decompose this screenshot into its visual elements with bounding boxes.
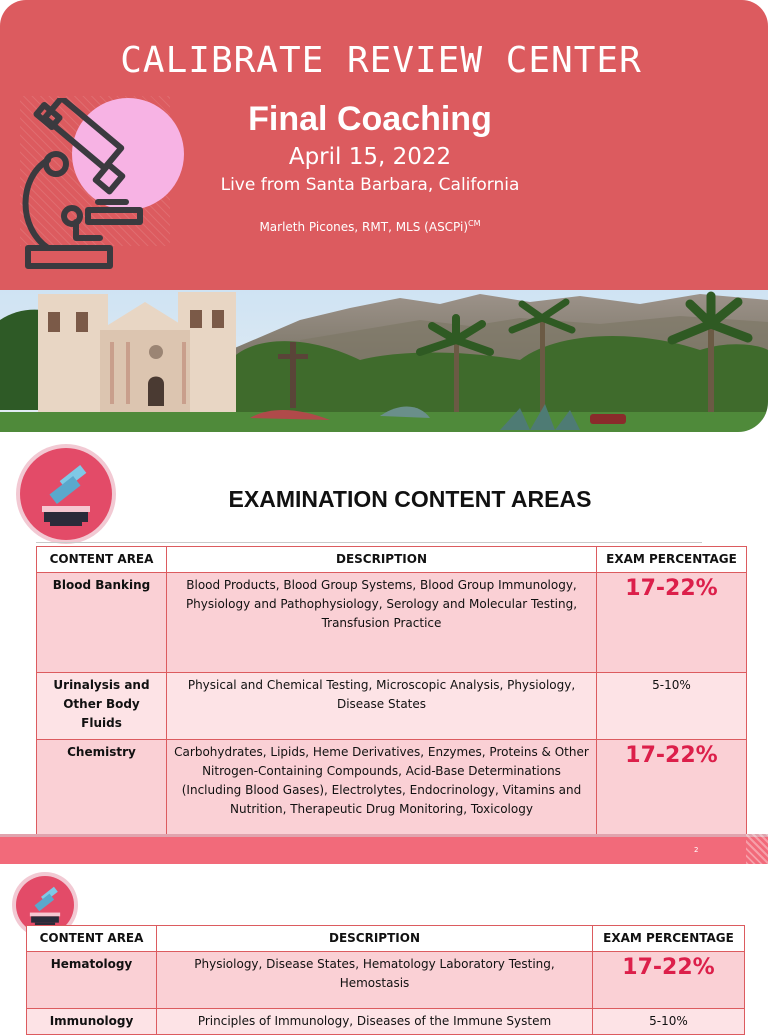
row-area: Hematology xyxy=(27,952,157,1009)
microscope-icon xyxy=(20,448,112,540)
microscope-icon xyxy=(18,98,148,270)
header-content-area: CONTENT AREA xyxy=(37,547,167,573)
row-description: Physical and Chemical Testing, Microscopic Analysis, Physiology, Disease States xyxy=(167,673,597,740)
content-areas-table xyxy=(26,925,745,1035)
percentage-value: 17-22% xyxy=(625,743,718,768)
row-description: Physiology, Disease States, Hematology Laboratory Testing, Hemostasis xyxy=(157,952,593,1009)
header-exam-percentage: EXAM PERCENTAGE xyxy=(593,926,745,952)
brand-title: CALIBRATE REVIEW CENTER xyxy=(120,40,642,81)
row-area: Blood Banking xyxy=(37,573,167,673)
speaker-name: Marleth Picones, RMT, MLS (ASCPi) xyxy=(259,220,469,234)
row-area: Immunology xyxy=(27,1009,157,1035)
table-header-row xyxy=(27,926,745,952)
row-percentage xyxy=(597,573,747,673)
mission-photo xyxy=(0,290,768,432)
table-row xyxy=(37,573,747,673)
table-row xyxy=(27,1009,745,1035)
percentage-value: 17-22% xyxy=(625,576,718,601)
footer-border xyxy=(0,834,768,837)
title-slide-header xyxy=(0,0,768,290)
percentage-value: 5-10% xyxy=(649,1014,688,1028)
row-description: Carbohydrates, Lipids, Heme Derivatives, Enzymes, Proteins & Other Nitrogen-Containing Compounds, Acid-Base Determinations (Including Blood Gases), Electrolytes, Endocrinology, Vitamins and Nutrition, Therapeutic Drug Monitoring, Toxicology xyxy=(167,740,597,858)
row-percentage xyxy=(593,952,745,1009)
row-description: Blood Products, Blood Group Systems, Blood Group Immunology, Physiology and Pathophysiology, Serology and Molecular Testing, Transfusion Practice xyxy=(167,573,597,673)
slide-title: Final Coaching xyxy=(248,100,492,138)
table-header-row xyxy=(37,547,747,573)
percentage-value: 17-22% xyxy=(622,955,715,980)
content-areas-table xyxy=(36,546,747,858)
row-description: Principles of Immunology, Diseases of the Immune System xyxy=(157,1009,593,1035)
footer-pattern xyxy=(746,834,768,864)
percentage-value: 5-10% xyxy=(652,678,691,692)
speaker-line xyxy=(210,219,530,234)
slide-footer-strip xyxy=(0,834,768,864)
header-description: DESCRIPTION xyxy=(157,926,593,952)
row-percentage xyxy=(593,1009,745,1035)
header-content-area: CONTENT AREA xyxy=(27,926,157,952)
slide-heading: EXAMINATION CONTENT AREAS xyxy=(228,486,592,512)
event-date: April 15, 2022 xyxy=(288,144,452,170)
microscope-badge xyxy=(20,448,112,540)
table-row xyxy=(37,673,747,740)
row-percentage xyxy=(597,673,747,740)
row-area: Urinalysis and Other Body Fluids xyxy=(37,673,167,740)
page-number: 2 xyxy=(694,846,699,854)
header-exam-percentage: EXAM PERCENTAGE xyxy=(597,547,747,573)
heading-divider xyxy=(36,542,702,543)
row-area: Chemistry xyxy=(37,740,167,858)
header-description: DESCRIPTION xyxy=(167,547,597,573)
event-location: Live from Santa Barbara, California xyxy=(220,175,520,195)
speaker-superscript: CM xyxy=(468,219,481,228)
table-row xyxy=(27,952,745,1009)
